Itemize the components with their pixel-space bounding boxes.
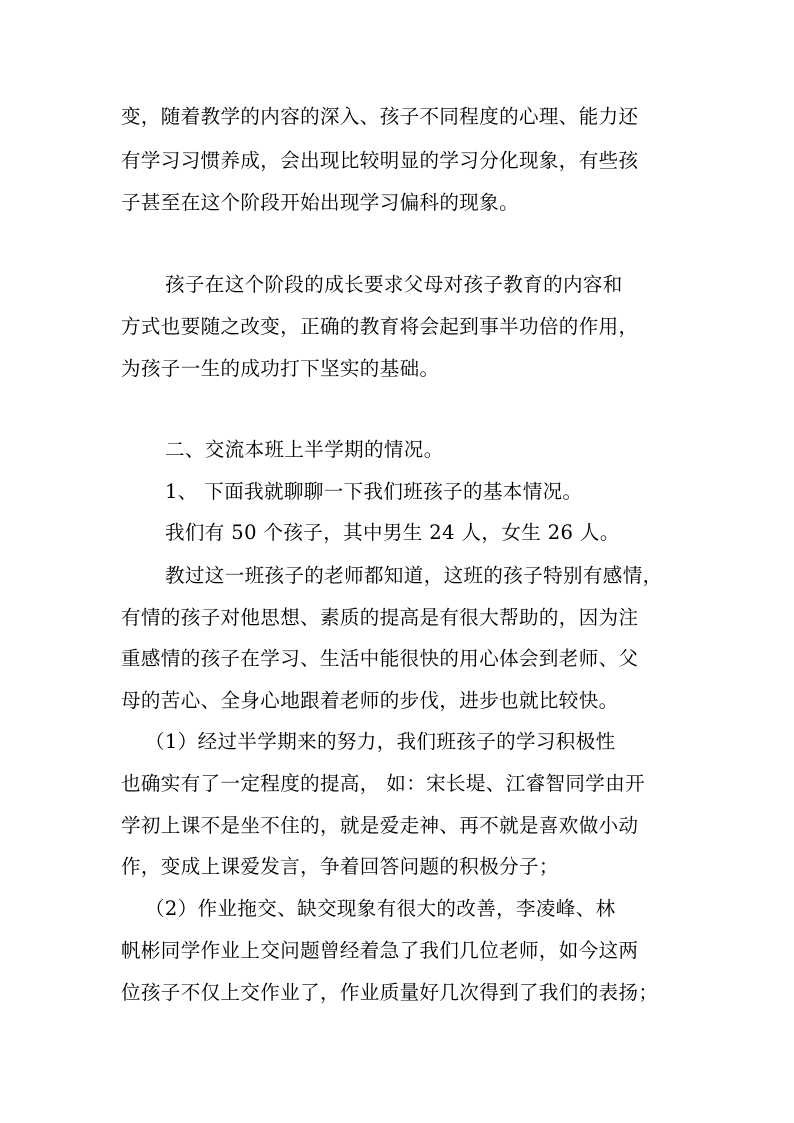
- subheading-1: 1、 下面我就聊聊一下我们班孩子的基本情况。: [165, 480, 583, 503]
- paragraph-2-line-3: 为孩子一生的成功打下坚实的基础。: [121, 357, 440, 380]
- paragraph-1-line-3: 子甚至在这个阶段开始出现学习偏科的现象。: [121, 191, 520, 214]
- paragraph-2-line-2: 方式也要随之改变，正确的教育将会起到事半功倍的作用，: [121, 315, 639, 338]
- paragraph-2-line-1: 孩子在这个阶段的成长要求父母对孩子教育的内容和: [165, 273, 623, 296]
- paragraph-3-line-4: 母的苦心、全身心地跟着老师的步伐，进步也就比较快。: [121, 689, 619, 712]
- paragraph-1-line-1: 变，随着教学的内容的深入、孩子不同程度的心理、能力还: [121, 105, 639, 128]
- point-2-line-3: 位孩子不仅上交作业了，作业质量好几次得到了我们的表扬；: [121, 981, 659, 1004]
- paragraph-3-line-2: 有情的孩子对他思想、素质的提高是有很大帮助的，因为注: [121, 606, 639, 629]
- paragraph-1-line-2: 有学习习惯养成，会出现比较明显的学习分化现象，有些孩: [121, 149, 639, 172]
- paragraph-3-line-3: 重感情的孩子在学习、生活中能很快的用心体会到老师、父: [121, 647, 639, 670]
- point-1-line-1: （1）经过半学期来的努力，我们班孩子的学习积极性: [145, 730, 616, 753]
- stats-line: 我们有 50 个孩子，其中男生 24 人，女生 26 人。: [165, 521, 620, 544]
- point-1-line-4: 作，变成上课爱发言，争着回答问题的积极分子；: [121, 855, 559, 878]
- section-heading: 二、交流本班上半学期的情况。: [165, 438, 444, 461]
- point-1-line-2: 也确实有了一定程度的提高， 如：宋长堤、江睿智同学由开: [121, 772, 645, 795]
- point-1-line-3: 学初上课不是坐不住的，就是爱走神、再不就是喜欢做小动: [121, 814, 639, 837]
- point-2-line-2: 帆彬同学作业上交问题曾经着急了我们几位老师，如今这两: [121, 939, 639, 962]
- point-2-line-1: （2）作业拖交、缺交现象有很大的改善，李凌峰、林: [145, 897, 616, 920]
- paragraph-3-line-1: 教过这一班孩子的老师都知道，这班的孩子特别有感情，: [165, 564, 663, 587]
